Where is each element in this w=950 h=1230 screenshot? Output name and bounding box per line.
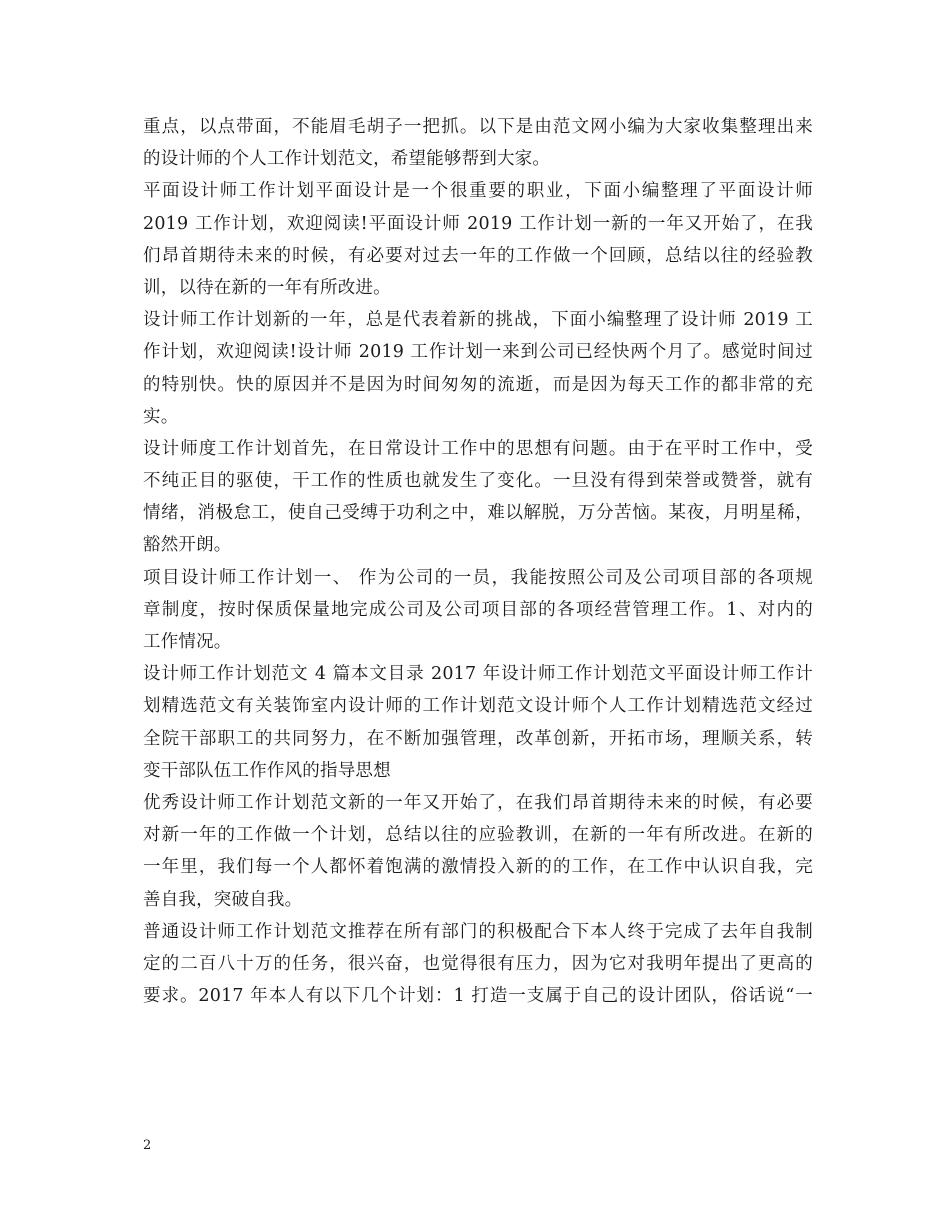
text-line: 的设计师的个人工作计划范文，希望能够帮到大家。 — [143, 149, 551, 170]
text-line: 变干部队伍工作作风的指导思想 — [143, 760, 391, 781]
text-line: 定的二百八十万的任务，很兴奋，也觉得很有压力，因为它对我明年提出了更高的 — [143, 953, 813, 974]
text-line: 们昂首期待未来的时候，有必要对过去一年的工作做一个回顾，总结以往的经验教 — [143, 245, 813, 266]
text-line: 优秀设计师工作计划范文新的一年又开始了，在我们昂首期待未来的时候，有必要 — [143, 792, 813, 813]
text-line: 重点，以点带面，不能眉毛胡子一把抓。以下是由范文网小编为大家收集整理出来 — [143, 117, 813, 137]
text-line: 普通设计师工作计划范文推荐在所有部门的积极配合下本人终于完成了去年自我制 — [143, 921, 813, 942]
text-line: 训，以待在新的一年有所改进。 — [143, 277, 391, 298]
text-line: 全院干部职工的共同努力，在不断加强管理，改革创新，开拓市场，理顺关系，转 — [143, 728, 813, 749]
text-line: 的特别快。快的原因并不是因为时间匆匆的流逝，而是因为每天工作的都非常的充 — [143, 374, 813, 395]
body-text — [143, 111, 813, 1012]
text-line: 善自我，突破自我。 — [143, 889, 303, 910]
text-line: 实。 — [143, 406, 179, 427]
text-line: 平面设计师工作计划平面设计是一个很重要的职业，下面小编整理了平面设计师 — [143, 181, 813, 202]
text-line: 作计划，欢迎阅读!设计师 2019 工作计划一来到公司已经快两个月了。感觉时间过 — [143, 342, 813, 363]
text-line: 2019 工作计划，欢迎阅读!平面设计师 2019 工作计划一新的一年又开始了，在我 — [143, 213, 813, 234]
text-line: 情绪，消极怠工，使自己受缚于功利之中，难以解脱，万分苦恼。某夜，月明星稀， — [143, 503, 813, 524]
text-line: 设计师度工作计划首先，在日常设计工作中的思想有问题。由于在平时工作中，受 — [143, 438, 813, 459]
text-line: 一年里，我们每一个人都怀着饱满的激情投入新的的工作，在工作中认识自我，完 — [143, 857, 813, 878]
text-line: 对新一年的工作做一个计划，总结以往的应验教训，在新的一年有所改进。在新的 — [143, 825, 813, 846]
text-line: 章制度，按时保质保量地完成公司及公司项目部的各项经营管理工作。1、对内的 — [143, 599, 813, 620]
text-line: 设计师工作计划范文 4 篇本文目录 2017 年设计师工作计划范文平面设计师工作计 — [143, 664, 813, 685]
text-line: 设计师工作计划新的一年，总是代表着新的挑战，下面小编整理了设计师 2019 工 — [143, 310, 813, 331]
page-number: 2 — [143, 1138, 152, 1153]
text-line: 划精选范文有关装饰室内设计师的工作计划范文设计师个人工作计划精选范文经过 — [143, 696, 813, 717]
text-line: 项目设计师工作计划一、 作为公司的一员，我能按照公司及公司项目部的各项规 — [143, 567, 813, 588]
text-line: 工作情况。 — [143, 632, 232, 652]
text-line: 不纯正目的驱使，干工作的性质也就发生了变化。一旦没有得到荣誉或赞誉，就有 — [143, 471, 813, 492]
text-line: 要求。2017 年本人有以下几个计划：1 打造一支属于自己的设计团队，俗话说“一 — [143, 986, 813, 1007]
text-line: 豁然开朗。 — [143, 535, 232, 556]
